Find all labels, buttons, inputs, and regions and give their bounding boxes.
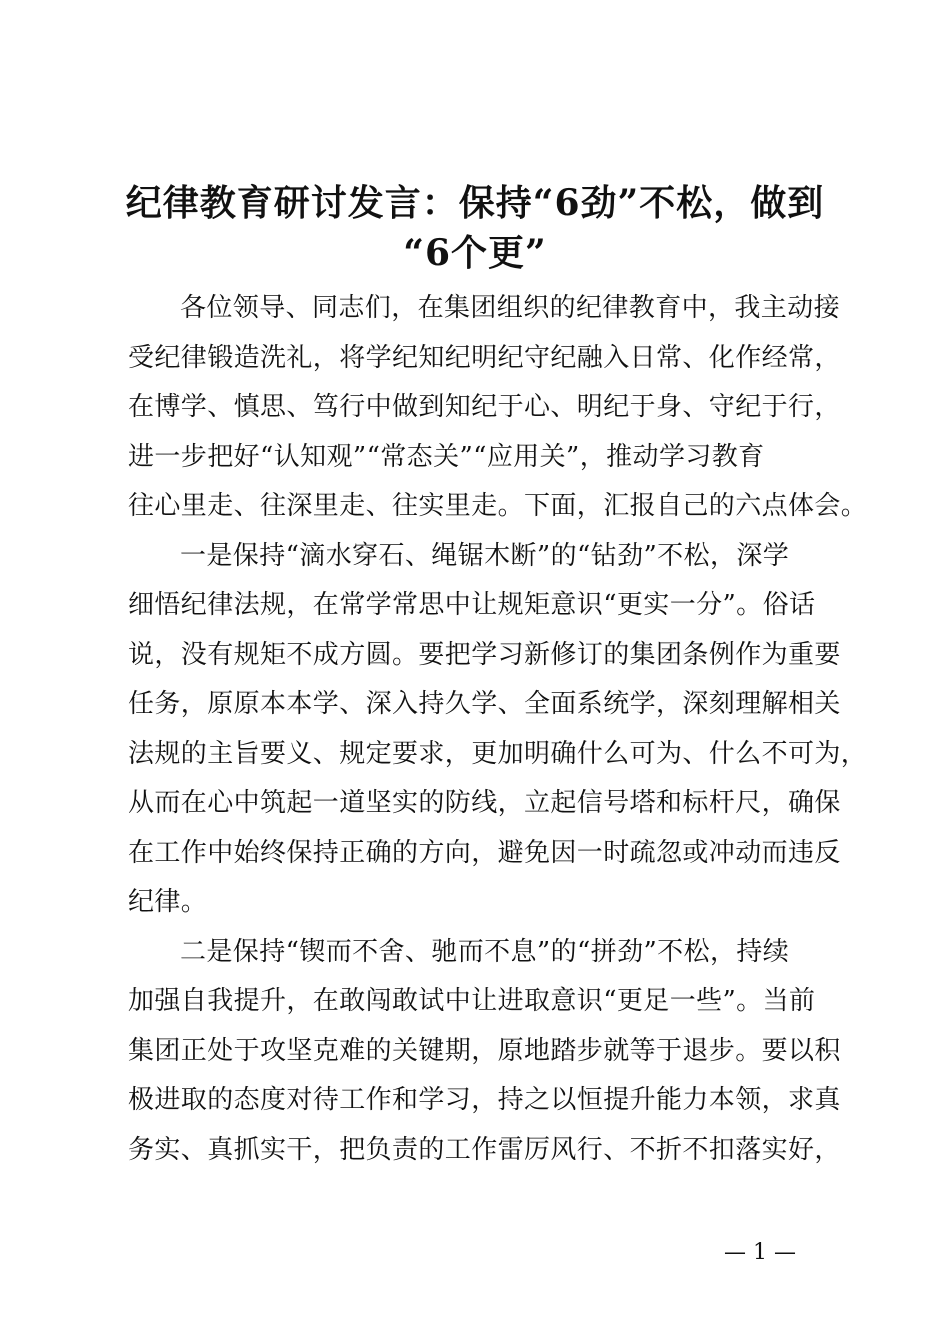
paragraph-line: 受纪律锻造洗礼，将学纪知纪明纪守纪融入日常、化作经常， [128,342,841,373]
paragraph-line: 细悟纪律法规，在常学常思中让规矩意识“更实一分”。俗话 [128,590,816,620]
paragraph-line: 说，没有规矩不成方圆。要把学习新修订的集团条例作为重要 [128,639,841,670]
paragraph-line: 从而在心中筑起一道坚实的防线，立起信号塔和标杆尺，确保 [128,788,841,818]
paragraph-intro [128,284,868,532]
paragraph-line: 往心里走、往深里走、往实里走。下面，汇报自己的六点体会。 [128,491,868,521]
paragraph-line: 极进取的态度对待工作和学习，持之以恒提升能力本领，求真 [128,1085,841,1115]
paragraph-line: 务实、真抓实干，把负责的工作雷厉风行、不折不扣落实好， [128,1134,841,1165]
paragraph-line: 二是保持“锲而不舍、驰而不息”的“拼劲”不松，持续 [180,936,790,967]
paragraph-line: 进一步把好“认知观”“常态关”“应用关”，推动学习教育 [128,441,765,472]
paragraph-line: 纪律。 [128,887,208,917]
paragraph-line: 在博学、慎思、笃行中做到知纪于心、明纪于身、守纪于行， [128,392,841,422]
paragraph-line: 法规的主旨要义、规定要求，更加明确什么可为、什么不可为， [128,738,868,769]
paragraph-line: 加强自我提升，在敢闯敢试中让进取意识“更足一些”。当前 [128,986,816,1016]
title-line-2: “6个更” [403,232,547,274]
paragraph-point-one [128,532,868,928]
title-line-1: 纪律教育研讨发言：保持“6劲”不松，做到 [125,182,825,224]
paragraph-line: 各位领导、同志们，在集团组织的纪律教育中，我主动接 [180,293,841,323]
paragraph-line: 在工作中始终保持正确的方向，避免因一时疏忽或冲动而违反 [128,837,841,868]
paragraph-line: 一是保持“滴水穿石、绳锯木断”的“钻劲”不松，深学 [180,540,790,571]
page-number: — 1 — [724,1240,796,1265]
paragraph-line: 集团正处于攻坚克难的关键期，原地踏步就等于退步。要以积 [128,1035,841,1066]
paragraph-line: 任务，原原本本学、深入持久学、全面系统学，深刻理解相关 [128,689,841,719]
paragraph-point-two [128,928,848,1176]
document-title [110,178,840,278]
document-body [128,284,868,1175]
